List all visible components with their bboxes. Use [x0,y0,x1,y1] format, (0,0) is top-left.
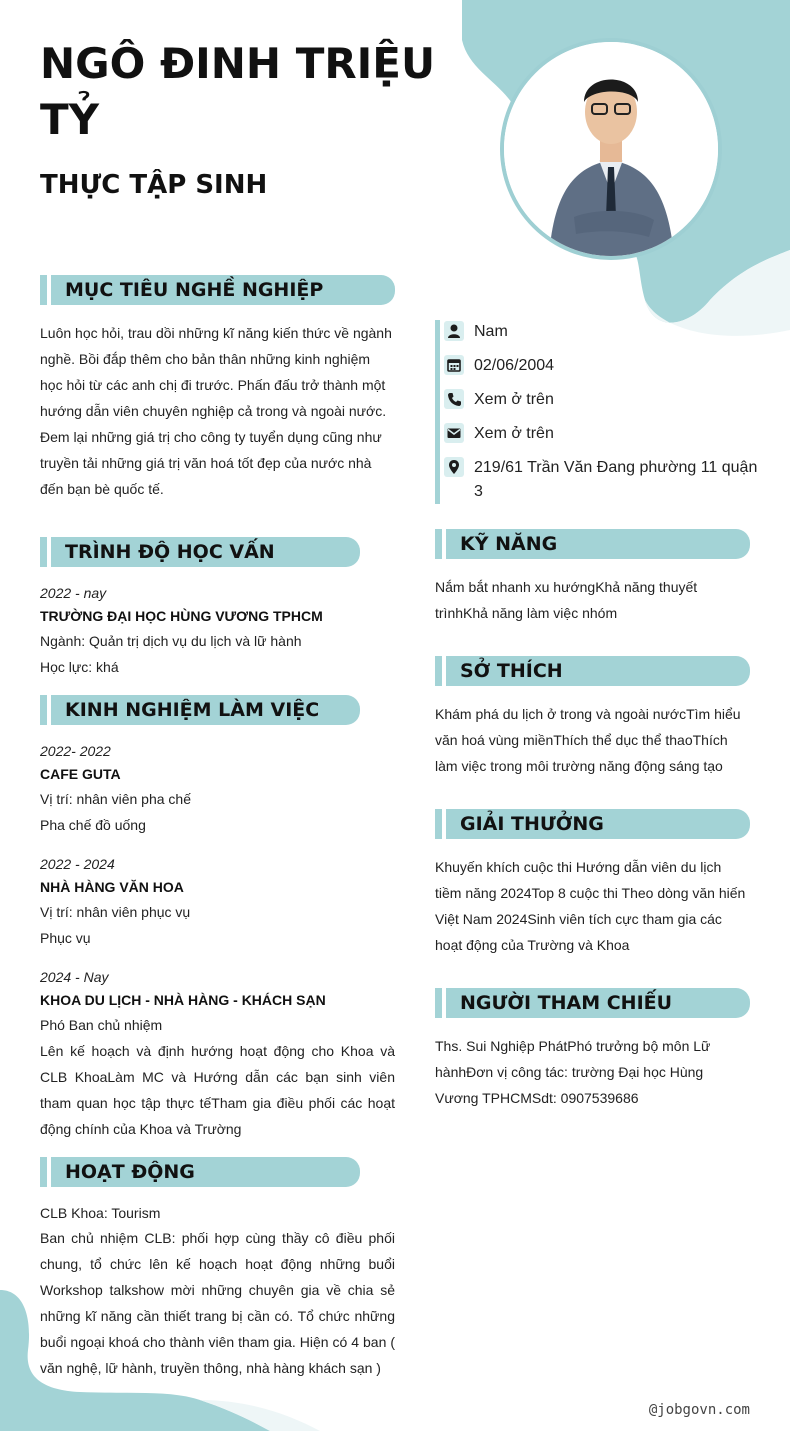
contact-birthday [444,354,764,378]
awards-heading [435,809,750,839]
experience-position: Phó Ban chủ nhiệm [40,1017,163,1033]
profile-photo [500,38,722,260]
person-icon [444,321,464,341]
objective-text: Luôn học hỏi, trau dồi những kĩ năng kiến thức về ngành nghề. Bồi đắp thêm cho bản thân những kinh nghiệm học hỏi từ các anh chị đi trước. Phấn đấu trở thành một hướng dẫn viên chuyên nghiệp cả trong và ngoài nước. Đem lại những giá trị cho công ty tuyển dụng cũng như truyền tải những giá trị văn hoá tốt đẹp của nước nhà đến bạn bè quốc tế. [40,325,392,497]
contact-gender-text: Nam [474,323,508,340]
contact-address-text: 219/61 Trần Văn Đang phường 11 quận 3 [474,459,758,500]
experience-org: CAFE GUTA [40,766,121,782]
experience-org: KHOA DU LỊCH - NHÀ HÀNG - KHÁCH SẠN [40,992,326,1008]
experience-org: NHÀ HÀNG VĂN HOA [40,879,184,895]
contact-phone-text: Xem ở trên [474,391,554,408]
contact-accent-bar [435,320,440,504]
calendar-icon [444,355,464,375]
email-icon [444,423,464,443]
education-date: 2022 - nay [40,585,107,601]
candidate-role: THỰC TẬP SINH [40,170,268,200]
education-major: Ngành: Quản trị dịch vụ du lịch và lữ hành [40,633,302,649]
watermark: @jobgovn.com [648,1402,750,1418]
contact-address [444,456,764,504]
experience-position: Vị trí: nhân viên pha chế [40,791,191,807]
activities-desc: Ban chủ nhiệm CLB: phối hợp cùng thầy cô điều phối chung, tổ chức lên kế hoạch hoạt động những buổi Workshop talkshow mời những chuyên gia về chia sẻ những kĩ năng cần thiết trang bị cần có. Tổ chức những buổi ngoại khoá cho thành viên tham gia. Hiện có 4 ban ( văn nghệ, lữ hành, truyền thông, nhà hàng khách sạn ) [40,1230,395,1376]
experience-date: 2024 - Nay [40,969,109,985]
location-pin-icon [444,457,464,477]
skills-title: KỸ NĂNG [460,533,558,555]
experience-title: KINH NGHIỆM LÀM VIỆC [65,699,320,721]
skills-heading [435,529,750,559]
education-grade: Học lực: khá [40,659,119,675]
contact-email [444,422,764,446]
references-text: Ths. Sui Nghiệp PhátPhó trưởng bộ môn Lữ hànhĐơn vị công tác: trường Đại học Hùng Vương TPHCMSdt: 0907539686 [435,1038,711,1106]
objective-title: MỤC TIÊU NGHỀ NGHIỆP [65,279,324,301]
candidate-name: NGÔ ĐINH TRIỆU TỶ [40,39,436,144]
education-heading [40,537,360,567]
experience-desc: Pha chế đồ uống [40,817,146,833]
education-school: TRƯỜNG ĐẠI HỌC HÙNG VƯƠNG TPHCM [40,608,323,624]
objective-heading [40,275,395,305]
activities-title: HOẠT ĐỘNG [65,1161,195,1183]
experience-desc: Lên kế hoạch và định hướng hoạt động cho Khoa và CLB KhoaLàm MC và Hướng dẫn các bạn sinh viên tham quan học tập thực tếTham gia điều phối các hoạt động chính của Khoa và Trường [40,1043,395,1137]
education-title: TRÌNH ĐỘ HỌC VẤN [65,541,275,563]
person-avatar-icon [504,42,718,256]
activities-club: CLB Khoa: Tourism [40,1205,161,1221]
contact-email-text: Xem ở trên [474,425,554,442]
skills-text: Nắm bắt nhanh xu hướngKhả năng thuyết trìnhKhả năng làm việc nhóm [435,579,698,621]
experience-desc: Phục vụ [40,930,91,946]
hobbies-title: SỞ THÍCH [460,660,563,682]
references-title: NGƯỜI THAM CHIẾU [460,992,673,1014]
experience-date: 2022- 2022 [40,743,111,759]
references-heading [435,988,750,1018]
hobbies-heading [435,656,750,686]
experience-position: Vị trí: nhân viên phục vụ [40,904,191,920]
hobbies-text: Khám phá du lịch ở trong và ngoài nướcTìm hiểu văn hoá vùng miềnThích thể dục thể thaoThích làm việc trong môi trường năng động sáng tạo [435,706,741,774]
experience-heading [40,695,360,725]
contact-birthday-text: 02/06/2004 [474,357,555,374]
awards-title: GIẢI THƯỞNG [460,813,604,835]
activities-heading [40,1157,360,1187]
contact-phone [444,388,764,412]
awards-text: Khuyến khích cuộc thi Hướng dẫn viên du lịch tiềm năng 2024Top 8 cuộc thi Theo dòng văn hiến Việt Nam 2024Sinh viên tích cực tham gia các hoạt động của Trường và Khoa [435,859,746,953]
experience-date: 2022 - 2024 [40,856,115,872]
contact-gender [444,320,764,344]
phone-icon [444,389,464,409]
